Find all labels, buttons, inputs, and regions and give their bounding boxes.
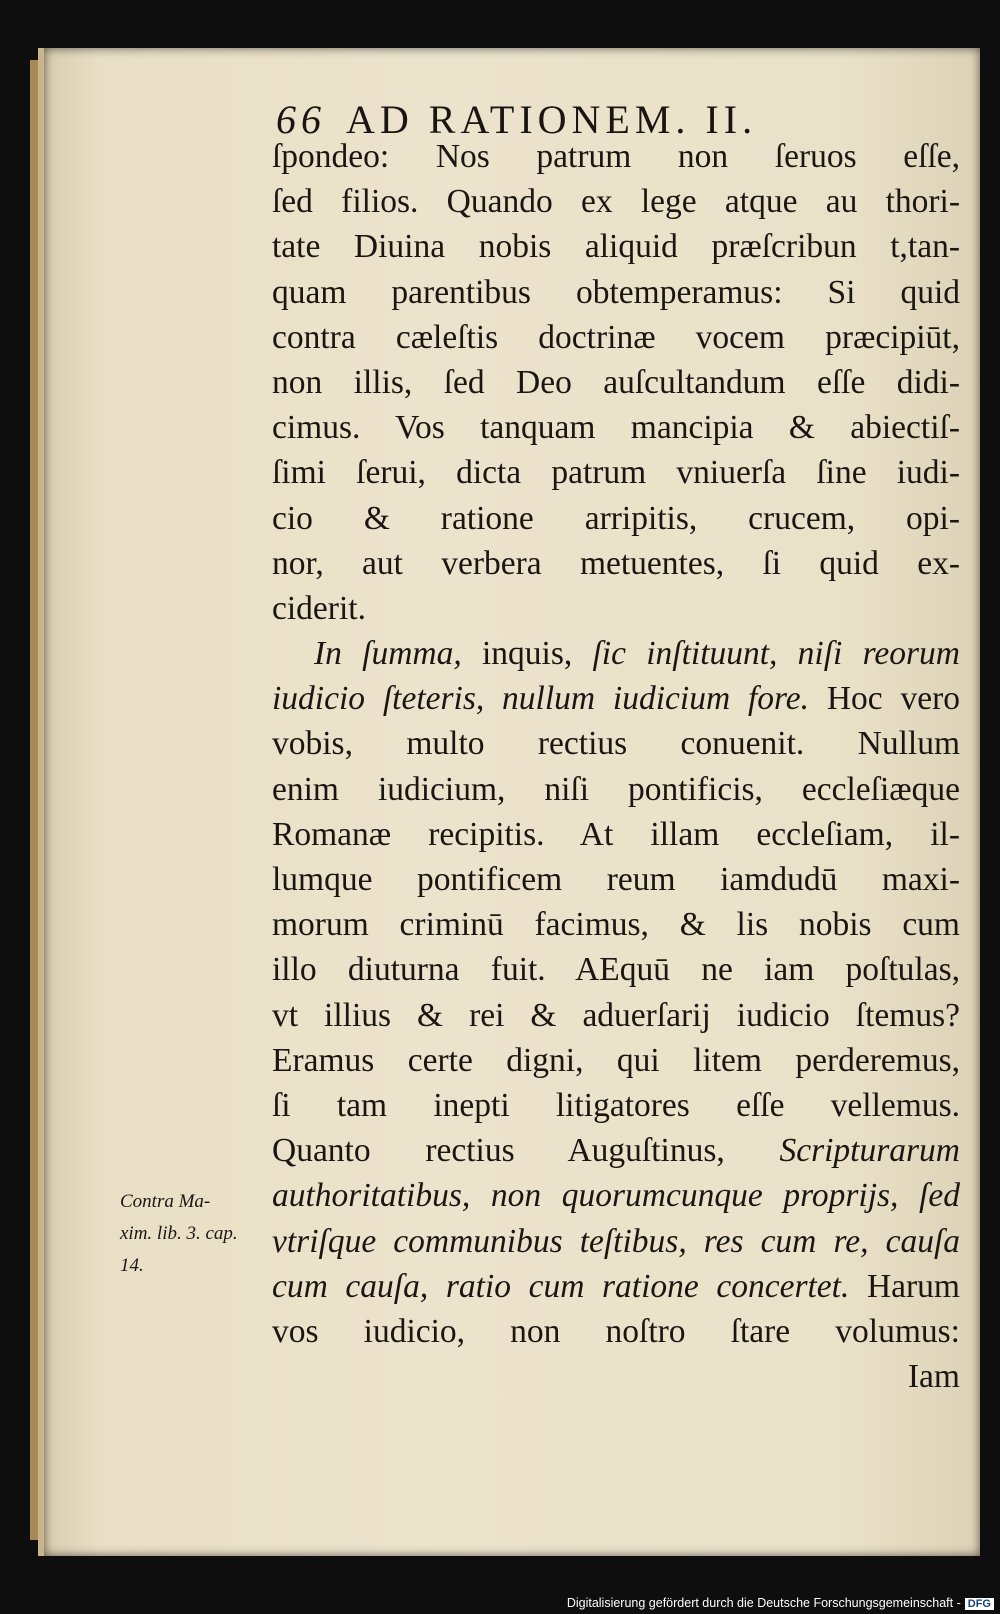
plain-phrase: inquis, (461, 635, 593, 673)
text-block (272, 134, 960, 1399)
text-line: Eramus certe digni, qui litem perderemus, (272, 1041, 960, 1079)
text-line: illo diuturna fuit. AEquū ne iam poſtulas, (272, 951, 960, 989)
plain-phrase: Quanto rectius Auguſtinus, (272, 1132, 780, 1170)
text-line: Romanæ recipitis. At illam eccleſiam, il- (272, 815, 960, 853)
italic-phrase: cum cauſa, ratio cum ratione concertet. (272, 1267, 850, 1305)
text-line: ſimi ſerui, dicta patrum vniuerſa ſine iudi- (272, 454, 960, 492)
italic-phrase: iudicio ſteteris, nullum iudicium fore. (272, 680, 810, 718)
text-line: vtriſque communibus teſtibus, res cum re, cauſa (272, 1222, 960, 1260)
margin-note (120, 1186, 290, 1282)
text-line (272, 676, 960, 721)
margin-note-line: 14. (120, 1255, 144, 1276)
italic-phrase: Scripturarum (779, 1132, 960, 1170)
text-line: contra cæleſtis doctrinæ vocem præcipiūt, (272, 318, 960, 356)
text-line (272, 1128, 960, 1173)
margin-note-line: xim. lib. 3. cap. (120, 1223, 238, 1244)
digitization-credit (567, 1596, 994, 1610)
text-line (272, 1264, 960, 1309)
text-line: lumque pontificem reum iamdudū maxi- (272, 861, 960, 898)
italic-phrase: In ſumma, (314, 635, 462, 673)
dfg-logo: DFG (965, 1598, 994, 1610)
catchword: Iam (907, 1358, 960, 1396)
text-line: enim iudicium, niſi pontificis, eccleſiæque (272, 770, 960, 808)
text-line: authoritatibus, non quorumcunque proprijs, ſed (272, 1177, 960, 1215)
italic-phrase: ſic inſtituunt, niſi reorum (592, 635, 960, 673)
plain-phrase: Harum (849, 1267, 960, 1305)
text-line: vos iudicio, non noſtro ſtare volumus: (272, 1312, 960, 1350)
text-line (272, 631, 960, 676)
text-line: vt illius & rei & aduerſarij iudicio ſtemus? (272, 996, 960, 1034)
text-line: quam parentibus obtemperamus: Si quid (272, 273, 960, 311)
text-line: cimus. Vos tanquam mancipia & abiectiſ- (272, 409, 960, 447)
text-line: ſpondeo: Nos patrum non ſeruos eſſe, (272, 138, 960, 175)
text-line: non illis, ſed Deo auſcultandum eſſe didi- (272, 363, 960, 401)
text-line: nor, aut verbera metuentes, ſi quid ex- (272, 544, 960, 582)
running-title: AD RATIONEM. II. (346, 97, 758, 142)
text-line: morum criminū facimus, & lis nobis cum (272, 906, 960, 944)
text-line: tate Diuina nobis aliquid præſcribun t,tan- (272, 228, 960, 266)
page-number: 66 (276, 97, 326, 142)
text-line: cio & ratione arripitis, crucem, opi- (272, 499, 960, 537)
text-line: ſi tam inepti litigatores eſſe vellemus. (272, 1086, 960, 1124)
credit-text: Digitalisierung gefördert durch die Deutsche Forschungsgemeinschaft - (566, 1596, 961, 1610)
plain-phrase: Hoc vero (809, 680, 961, 718)
text-line: ciderit. (272, 589, 366, 627)
text-line: vobis, multo rectius conuenit. Nullum (272, 725, 960, 763)
text-line: ſed filios. Quando ex lege atque au thori- (272, 183, 960, 221)
margin-note-line: Contra Ma- (120, 1191, 211, 1212)
